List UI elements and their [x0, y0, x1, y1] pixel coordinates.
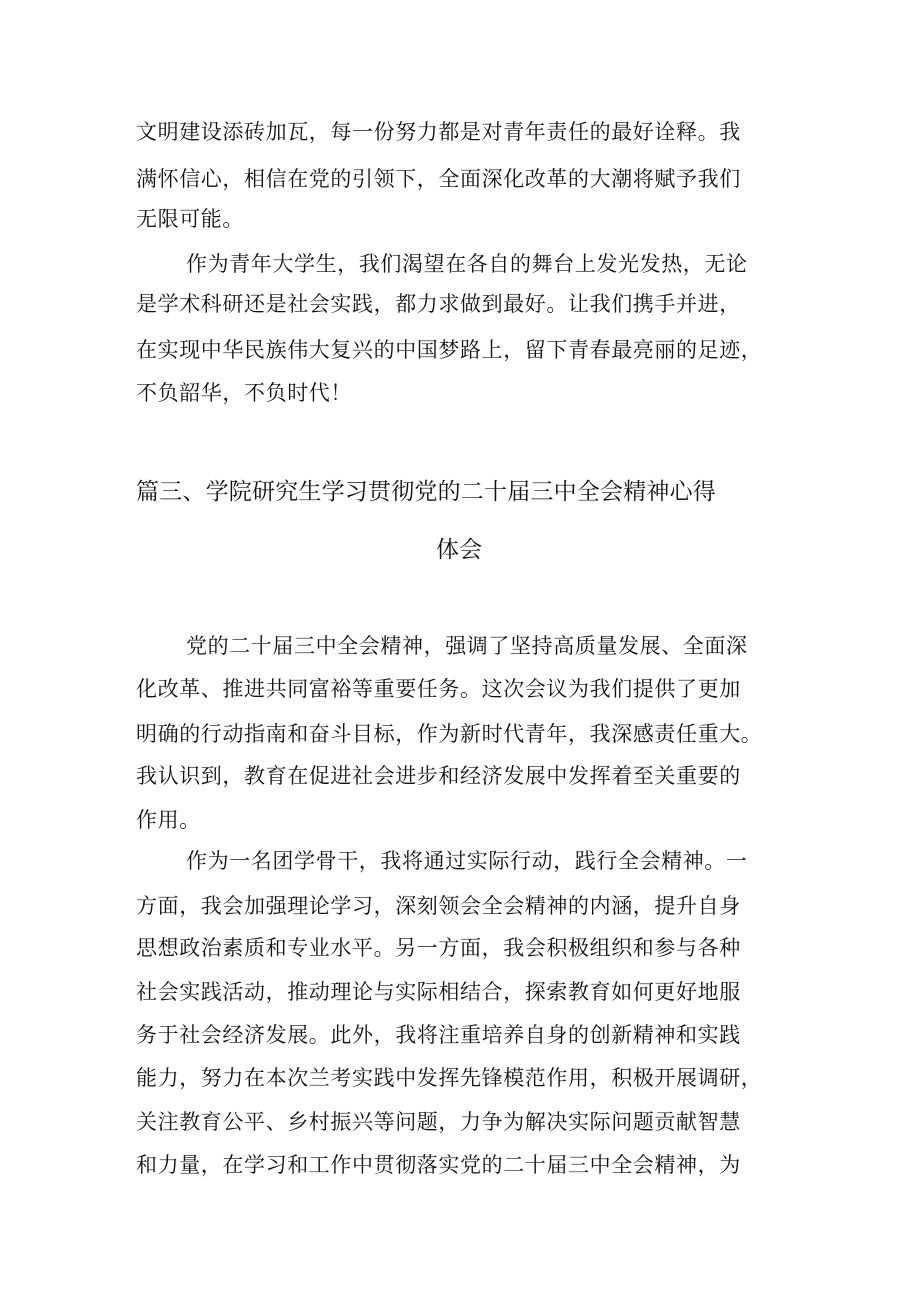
text-line: 不负韶华，不负时代！: [136, 381, 352, 405]
text-line: 关注教育公平、乡村振兴等问题，力争为解决实际问题贡献智慧: [136, 1110, 741, 1134]
article-title-line-1: 篇三、学院研究生学习贯彻党的二十届三中全会精神心得: [136, 479, 716, 505]
text-line: 务于社会经济发展。此外，我将注重培养自身的创新精神和实践: [136, 1023, 741, 1047]
text-line: 满怀信心，相信在党的引领下，全面深化改革的大潮将赋予我们: [136, 167, 741, 191]
text-line: 在实现中华民族伟大复兴的中国梦路上，留下青春最亮丽的足迹，: [136, 338, 763, 362]
text-line: 文明建设添砖加瓦，每一份努力都是对青年责任的最好诠释。我: [136, 120, 741, 144]
text-line: 能力，努力在本次兰考实践中发挥先锋模范作用，积极开展调研，: [136, 1066, 763, 1090]
text-line: 作为青年大学生，我们渴望在各自的舞台上发光发热，无论: [186, 252, 748, 276]
text-line: 方面，我会加强理论学习，深刻领会全会精神的内涵，提升自身: [136, 894, 741, 918]
text-line: 社会实践活动，推动理论与实际相结合，探索教育如何更好地服: [136, 980, 741, 1004]
text-line: 化改革、推进共同富裕等重要任务。这次会议为我们提供了更加: [136, 677, 741, 701]
text-line: 作为一名团学骨干，我将通过实际行动，践行全会精神。一: [186, 849, 748, 873]
text-line: 明确的行动指南和奋斗目标，作为新时代青年，我深感责任重大。: [136, 722, 763, 746]
text-line: 思想政治素质和专业水平。另一方面，我会积极组织和参与各种: [136, 936, 741, 960]
text-line: 无限可能。: [136, 207, 244, 231]
text-line: 我认识到，教育在促进社会进步和经济发展中发挥着至关重要的: [136, 764, 741, 788]
text-line: 作用。: [136, 808, 201, 832]
text-line: 和力量，在学习和工作中贯彻落实党的二十届三中全会精神，为: [136, 1153, 741, 1177]
text-line: 是学术科研还是社会实践，都力求做到最好。让我们携手并进，: [136, 292, 741, 316]
article-title-line-2: 体会: [436, 537, 483, 563]
text-line: 党的二十届三中全会精神，强调了坚持高质量发展、全面深: [186, 634, 748, 658]
